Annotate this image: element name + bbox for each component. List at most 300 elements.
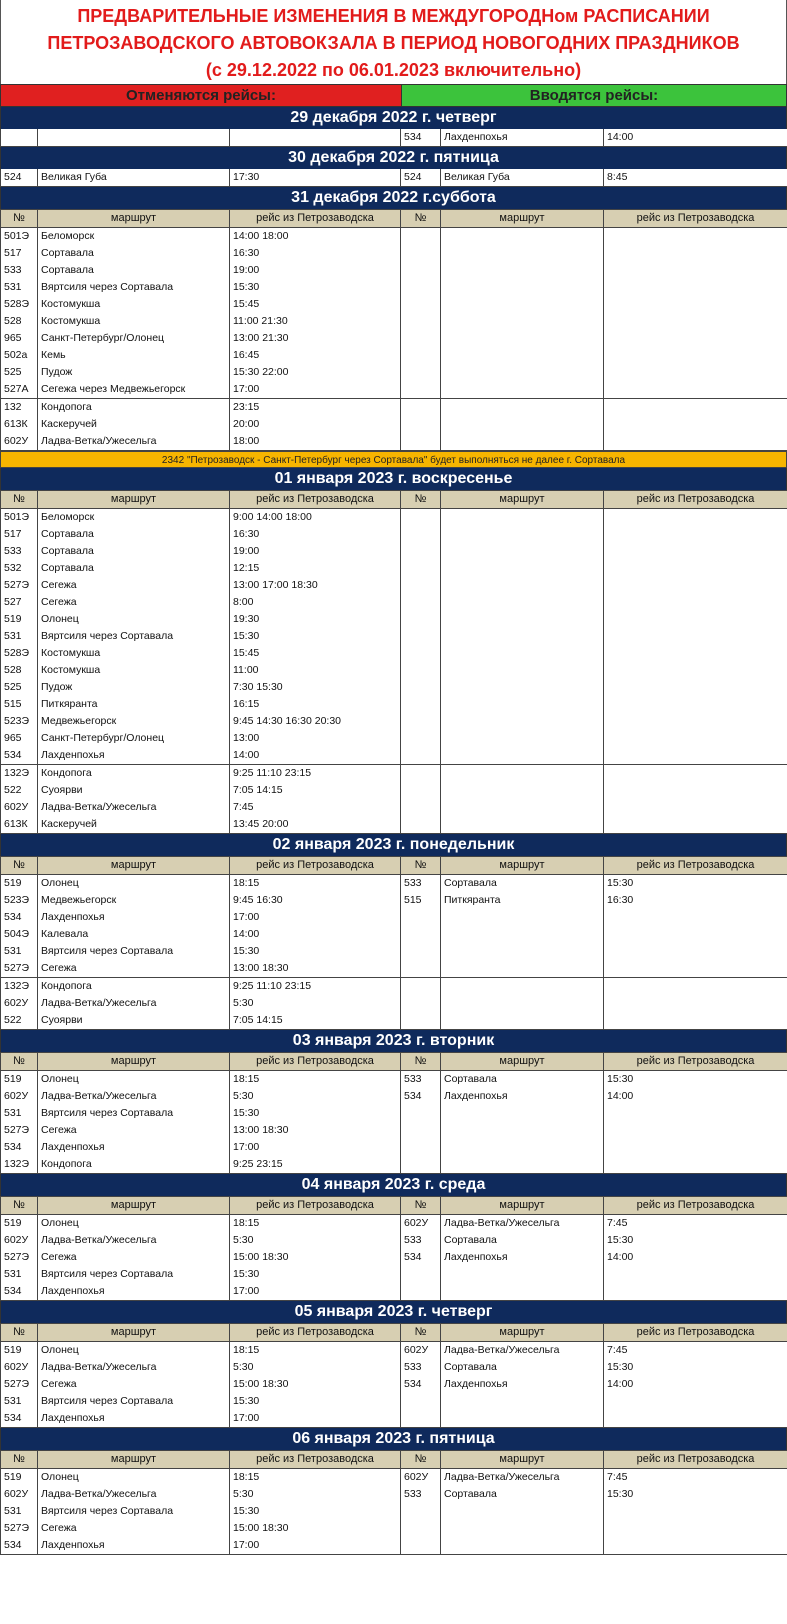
added-route — [441, 960, 604, 978]
added-route — [441, 1012, 604, 1030]
days-container — [0, 107, 787, 1555]
cancelled-route: Лахденпохья — [38, 1410, 230, 1428]
cancelled-time: 17:00 — [230, 909, 401, 926]
added-route — [441, 1156, 604, 1174]
cancelled-time: 9:45 16:30 — [230, 892, 401, 909]
cancelled-num: 527Э — [1, 1122, 38, 1139]
cancelled-route: Беломорск — [38, 228, 230, 246]
cancelled-route: Олонец — [38, 1215, 230, 1233]
added-route — [441, 1283, 604, 1301]
table-row — [1, 560, 787, 577]
added-route: Великая Губа — [441, 169, 604, 187]
cancelled-num: 531 — [1, 1503, 38, 1520]
cancelled-num: 534 — [1, 1537, 38, 1555]
cancelled-time: 5:30 — [230, 1088, 401, 1105]
table-row — [1, 713, 787, 730]
cancelled-route: Сегежа — [38, 1520, 230, 1537]
cancelled-route: Сортавала — [38, 560, 230, 577]
cancelled-num: 533 — [1, 262, 38, 279]
added-route — [441, 730, 604, 747]
added-route: Лахденпохья — [441, 1088, 604, 1105]
added-num — [401, 978, 441, 996]
cancelled-route: Ладва-Ветка/Ужесельга — [38, 1232, 230, 1249]
added-route — [441, 611, 604, 628]
cancelled-num: 523Э — [1, 892, 38, 909]
cancelled-route: Ладва-Ветка/Ужесельга — [38, 995, 230, 1012]
added-route: Ладва-Ветка/Ужесельга — [441, 1469, 604, 1487]
table-row — [1, 416, 787, 433]
cancelled-route: Олонец — [38, 875, 230, 893]
cancelled-num: 519 — [1, 1071, 38, 1089]
cancelled-time: 19:30 — [230, 611, 401, 628]
table-row — [1, 1520, 787, 1537]
added-route — [441, 577, 604, 594]
added-time: 14:00 — [604, 129, 787, 147]
added-num — [401, 262, 441, 279]
cancelled-num: 519 — [1, 1215, 38, 1233]
cancelled-num: 534 — [1, 747, 38, 765]
added-num — [401, 1266, 441, 1283]
cancelled-route: Ладва-Ветка/Ужесельга — [38, 1088, 230, 1105]
added-time: 15:30 — [604, 1359, 787, 1376]
added-time — [604, 816, 787, 834]
table-row — [1, 1122, 787, 1139]
trip-header: рейс из Петрозаводска — [604, 1197, 787, 1215]
cancelled-route: Вяртсиля через Сортавала — [38, 628, 230, 645]
added-route — [441, 330, 604, 347]
cancelled-num: 519 — [1, 875, 38, 893]
cancelled-num: 527Э — [1, 577, 38, 594]
added-time: 16:30 — [604, 892, 787, 909]
cancelled-time: 16:30 — [230, 526, 401, 543]
added-route — [441, 509, 604, 527]
added-num — [401, 416, 441, 433]
cancelled-num: 965 — [1, 730, 38, 747]
table-row — [1, 1232, 787, 1249]
trip-header: рейс из Петрозаводска — [230, 1197, 401, 1215]
cancelled-route: Сортавала — [38, 543, 230, 560]
added-num: 524 — [401, 169, 441, 187]
added-route: Сортавала — [441, 875, 604, 893]
cancelled-route: Санкт-Петербург/Олонец — [38, 730, 230, 747]
cancelled-num: 531 — [1, 1105, 38, 1122]
cancelled-route: Пудож — [38, 679, 230, 696]
cancelled-num: 527Э — [1, 1376, 38, 1393]
cancelled-time: 7:30 15:30 — [230, 679, 401, 696]
added-time — [604, 782, 787, 799]
added-time: 7:45 — [604, 1215, 787, 1233]
cancelled-num: 602У — [1, 799, 38, 816]
added-num — [401, 577, 441, 594]
cancelled-num: 519 — [1, 1342, 38, 1360]
table-row — [1, 1503, 787, 1520]
day-title: 02 января 2023 г. понедельник — [0, 834, 787, 856]
cancelled-route: Олонец — [38, 611, 230, 628]
cancelled-num: 517 — [1, 526, 38, 543]
added-route: Лахденпохья — [441, 129, 604, 147]
cancelled-time: 9:25 11:10 23:15 — [230, 978, 401, 996]
cancelled-route: Ладва-Ветка/Ужесельга — [38, 799, 230, 816]
day-table — [0, 1450, 787, 1555]
table-header-row — [1, 1053, 787, 1071]
table-row — [1, 330, 787, 347]
num-header: № — [1, 210, 38, 228]
added-time — [604, 560, 787, 577]
cancelled-route: Медвежьегорск — [38, 892, 230, 909]
cancelled-num: 528 — [1, 313, 38, 330]
table-row — [1, 1266, 787, 1283]
cancelled-time: 13:00 — [230, 730, 401, 747]
cancelled-time: 13:00 18:30 — [230, 1122, 401, 1139]
cancelled-time: 16:15 — [230, 696, 401, 713]
route-header: маршрут — [38, 857, 230, 875]
cancelled-time: 14:00 — [230, 747, 401, 765]
added-time — [604, 747, 787, 765]
cancelled-route: Санкт-Петербург/Олонец — [38, 330, 230, 347]
title-line-3: (с 29.12.2022 по 06.01.2023 включительно) — [205, 60, 582, 80]
added-num — [401, 330, 441, 347]
added-num — [401, 543, 441, 560]
added-route — [441, 713, 604, 730]
added-route: Сортавала — [441, 1359, 604, 1376]
added-num — [401, 313, 441, 330]
cancelled-route: Лахденпохья — [38, 1283, 230, 1301]
added-time — [604, 765, 787, 783]
route-header: маршрут — [441, 857, 604, 875]
cancelled-time: 15:00 18:30 — [230, 1249, 401, 1266]
route-header: маршрут — [38, 491, 230, 509]
added-time — [604, 943, 787, 960]
cancelled-route: Вяртсиля через Сортавала — [38, 1105, 230, 1122]
added-route: Сортавала — [441, 1232, 604, 1249]
added-num — [401, 1156, 441, 1174]
cancelled-time: 5:30 — [230, 1359, 401, 1376]
added-num — [401, 1393, 441, 1410]
cancelled-time: 14:00 18:00 — [230, 228, 401, 246]
cancelled-route — [38, 129, 230, 147]
day-title: 31 декабря 2022 г.суббота — [0, 187, 787, 209]
cancelled-time: 15:30 — [230, 1105, 401, 1122]
table-row — [1, 364, 787, 381]
table-header-row — [1, 1451, 787, 1469]
added-route — [441, 1410, 604, 1428]
table-row — [1, 747, 787, 765]
added-num: 515 — [401, 892, 441, 909]
added-num: 602У — [401, 1342, 441, 1360]
cancelled-time: 12:15 — [230, 560, 401, 577]
cancelled-time: 17:00 — [230, 1283, 401, 1301]
added-num — [401, 782, 441, 799]
route-header: маршрут — [38, 1451, 230, 1469]
cancelled-time: 9:25 11:10 23:15 — [230, 765, 401, 783]
cancelled-route: Сортавала — [38, 245, 230, 262]
cancelled-route: Ладва-Ветка/Ужесельга — [38, 1486, 230, 1503]
added-num — [401, 1139, 441, 1156]
added-route — [441, 1139, 604, 1156]
route-header: маршрут — [441, 1451, 604, 1469]
cancelled-time: 18:00 — [230, 433, 401, 451]
num-header: № — [401, 1053, 441, 1071]
added-route — [441, 909, 604, 926]
trip-header: рейс из Петрозаводска — [230, 1053, 401, 1071]
cancelled-num — [1, 129, 38, 147]
cancelled-time: 17:00 — [230, 1537, 401, 1555]
cancelled-route: Вяртсиля через Сортавала — [38, 1503, 230, 1520]
cancelled-column-header: Отменяются рейсы: — [1, 85, 402, 106]
cancelled-num: 531 — [1, 1266, 38, 1283]
cancelled-time: 15:45 — [230, 296, 401, 313]
day-table — [0, 1323, 787, 1428]
cancelled-time: 13:00 17:00 18:30 — [230, 577, 401, 594]
added-route — [441, 364, 604, 381]
added-time — [604, 245, 787, 262]
added-route — [441, 381, 604, 399]
cancelled-num: 528 — [1, 662, 38, 679]
cancelled-route: Кондопога — [38, 1156, 230, 1174]
table-row — [1, 960, 787, 978]
added-time — [604, 262, 787, 279]
table-row — [1, 1139, 787, 1156]
cancelled-route: Великая Губа — [38, 169, 230, 187]
table-row — [1, 892, 787, 909]
route-header: маршрут — [38, 210, 230, 228]
table-row — [1, 978, 787, 996]
table-row — [1, 1215, 787, 1233]
cancelled-num: 534 — [1, 909, 38, 926]
added-num — [401, 1503, 441, 1520]
cancelled-num: 527А — [1, 381, 38, 399]
trip-header: рейс из Петрозаводска — [604, 857, 787, 875]
cancelled-time: 18:15 — [230, 1469, 401, 1487]
added-route — [441, 943, 604, 960]
table-row — [1, 926, 787, 943]
cancelled-route: Лахденпохья — [38, 1139, 230, 1156]
added-route — [441, 1520, 604, 1537]
added-route — [441, 696, 604, 713]
cancelled-time — [230, 129, 401, 147]
cancelled-num: 525 — [1, 679, 38, 696]
table-row — [1, 1088, 787, 1105]
cancelled-route: Питкяранта — [38, 696, 230, 713]
added-route: Лахденпохья — [441, 1249, 604, 1266]
cancelled-route: Кондопога — [38, 765, 230, 783]
num-header: № — [401, 1324, 441, 1342]
cancelled-num: 531 — [1, 943, 38, 960]
added-num — [401, 509, 441, 527]
cancelled-num: 613К — [1, 816, 38, 834]
added-time — [604, 1156, 787, 1174]
cancelled-num: 533 — [1, 543, 38, 560]
cancelled-route: Олонец — [38, 1342, 230, 1360]
cancelled-route: Медвежьегорск — [38, 713, 230, 730]
added-time — [604, 526, 787, 543]
day-title: 06 января 2023 г. пятница — [0, 1428, 787, 1450]
cancelled-time: 9:45 14:30 16:30 20:30 — [230, 713, 401, 730]
cancelled-num: 602У — [1, 995, 38, 1012]
cancelled-time: 15:00 18:30 — [230, 1520, 401, 1537]
added-time: 15:30 — [604, 1486, 787, 1503]
route-header: маршрут — [441, 1053, 604, 1071]
cancelled-num: 534 — [1, 1139, 38, 1156]
added-time: 15:30 — [604, 1232, 787, 1249]
added-route — [441, 1266, 604, 1283]
added-num — [401, 995, 441, 1012]
added-route — [441, 978, 604, 996]
cancelled-route: Сегежа — [38, 960, 230, 978]
day-title: 29 декабря 2022 г. четверг — [0, 107, 787, 129]
added-num — [401, 909, 441, 926]
cancelled-num: 519 — [1, 611, 38, 628]
added-num — [401, 1105, 441, 1122]
cancelled-time: 17:00 — [230, 381, 401, 399]
cancelled-route: Сортавала — [38, 262, 230, 279]
table-row — [1, 1486, 787, 1503]
table-row — [1, 645, 787, 662]
day-table — [0, 129, 787, 147]
cancelled-time: 15:30 22:00 — [230, 364, 401, 381]
added-num — [401, 747, 441, 765]
table-row — [1, 1469, 787, 1487]
table-row — [1, 799, 787, 816]
day-table — [0, 169, 787, 187]
num-header: № — [401, 857, 441, 875]
cancelled-time: 19:00 — [230, 543, 401, 560]
table-row — [1, 1342, 787, 1360]
added-time — [604, 313, 787, 330]
added-num: 533 — [401, 1486, 441, 1503]
added-time — [604, 799, 787, 816]
added-time — [604, 1410, 787, 1428]
added-time — [604, 509, 787, 527]
table-row — [1, 1156, 787, 1174]
added-num — [401, 433, 441, 451]
num-header: № — [1, 1053, 38, 1071]
route-header: маршрут — [441, 491, 604, 509]
added-num — [401, 296, 441, 313]
added-route — [441, 347, 604, 364]
cancelled-route: Олонец — [38, 1469, 230, 1487]
cancelled-time: 5:30 — [230, 1232, 401, 1249]
cancelled-route: Сегежа — [38, 594, 230, 611]
page-title — [0, 0, 787, 84]
cancelled-route: Вяртсиля через Сортавала — [38, 1393, 230, 1410]
cancelled-route: Сортавала — [38, 526, 230, 543]
cancelled-route: Лахденпохья — [38, 1537, 230, 1555]
table-row — [1, 1249, 787, 1266]
added-time: 8:45 — [604, 169, 787, 187]
table-row — [1, 1537, 787, 1555]
added-time — [604, 713, 787, 730]
route-header: маршрут — [38, 1197, 230, 1215]
cancelled-num: 532 — [1, 560, 38, 577]
cancelled-time: 11:00 21:30 — [230, 313, 401, 330]
added-route — [441, 262, 604, 279]
trip-header: рейс из Петрозаводска — [604, 1451, 787, 1469]
added-num: 533 — [401, 1359, 441, 1376]
added-time — [604, 926, 787, 943]
day-title: 01 января 2023 г. воскресенье — [0, 468, 787, 490]
day-title: 05 января 2023 г. четверг — [0, 1301, 787, 1323]
route-header: маршрут — [441, 210, 604, 228]
cancelled-time: 17:30 — [230, 169, 401, 187]
added-time: 15:30 — [604, 1071, 787, 1089]
table-row — [1, 782, 787, 799]
cancelled-time: 5:30 — [230, 1486, 401, 1503]
added-route: Ладва-Ветка/Ужесельга — [441, 1342, 604, 1360]
added-num — [401, 399, 441, 417]
cancelled-route: Ладва-Ветка/Ужесельга — [38, 1359, 230, 1376]
added-route: Ладва-Ветка/Ужесельга — [441, 1215, 604, 1233]
added-time — [604, 1139, 787, 1156]
added-route — [441, 245, 604, 262]
cancelled-route: Сегежа — [38, 577, 230, 594]
added-route — [441, 399, 604, 417]
cancelled-num: 602У — [1, 1359, 38, 1376]
added-time: 15:30 — [604, 875, 787, 893]
table-row — [1, 433, 787, 451]
table-row — [1, 313, 787, 330]
cancelled-num: 602У — [1, 1486, 38, 1503]
table-row — [1, 594, 787, 611]
table-row — [1, 347, 787, 364]
cancelled-route: Каскеручей — [38, 816, 230, 834]
day-table — [0, 1196, 787, 1301]
cancelled-route: Каскеручей — [38, 416, 230, 433]
added-route — [441, 416, 604, 433]
cancelled-route: Кемь — [38, 347, 230, 364]
table-header-row — [1, 210, 787, 228]
added-time — [604, 679, 787, 696]
added-route: Лахденпохья — [441, 1376, 604, 1393]
cancelled-route: Сегежа через Медвежьегорск — [38, 381, 230, 399]
added-route — [441, 526, 604, 543]
added-time: 7:45 — [604, 1469, 787, 1487]
cancelled-route: Суоярви — [38, 1012, 230, 1030]
table-row — [1, 696, 787, 713]
table-row — [1, 262, 787, 279]
added-time: 7:45 — [604, 1342, 787, 1360]
day-table — [0, 490, 787, 834]
cancelled-num: 528Э — [1, 645, 38, 662]
cancelled-time: 13:00 21:30 — [230, 330, 401, 347]
added-num — [401, 611, 441, 628]
cancelled-route: Олонец — [38, 1071, 230, 1089]
added-route — [441, 816, 604, 834]
added-time — [604, 960, 787, 978]
added-time — [604, 628, 787, 645]
added-time — [604, 1283, 787, 1301]
cancelled-num: 613К — [1, 416, 38, 433]
cancelled-num: 965 — [1, 330, 38, 347]
cancelled-route: Суоярви — [38, 782, 230, 799]
added-num — [401, 799, 441, 816]
added-route — [441, 1122, 604, 1139]
added-num — [401, 594, 441, 611]
added-time — [604, 645, 787, 662]
cancelled-route: Ладва-Ветка/Ужесельга — [38, 433, 230, 451]
day-title: 03 января 2023 г. вторник — [0, 1030, 787, 1052]
added-num — [401, 1283, 441, 1301]
cancelled-time: 20:00 — [230, 416, 401, 433]
added-route — [441, 279, 604, 296]
cancelled-time: 15:45 — [230, 645, 401, 662]
cancelled-time: 7:05 14:15 — [230, 1012, 401, 1030]
added-num — [401, 713, 441, 730]
cancelled-num: 501Э — [1, 509, 38, 527]
added-num: 533 — [401, 1071, 441, 1089]
table-row — [1, 1376, 787, 1393]
trip-header: рейс из Петрозаводска — [230, 491, 401, 509]
